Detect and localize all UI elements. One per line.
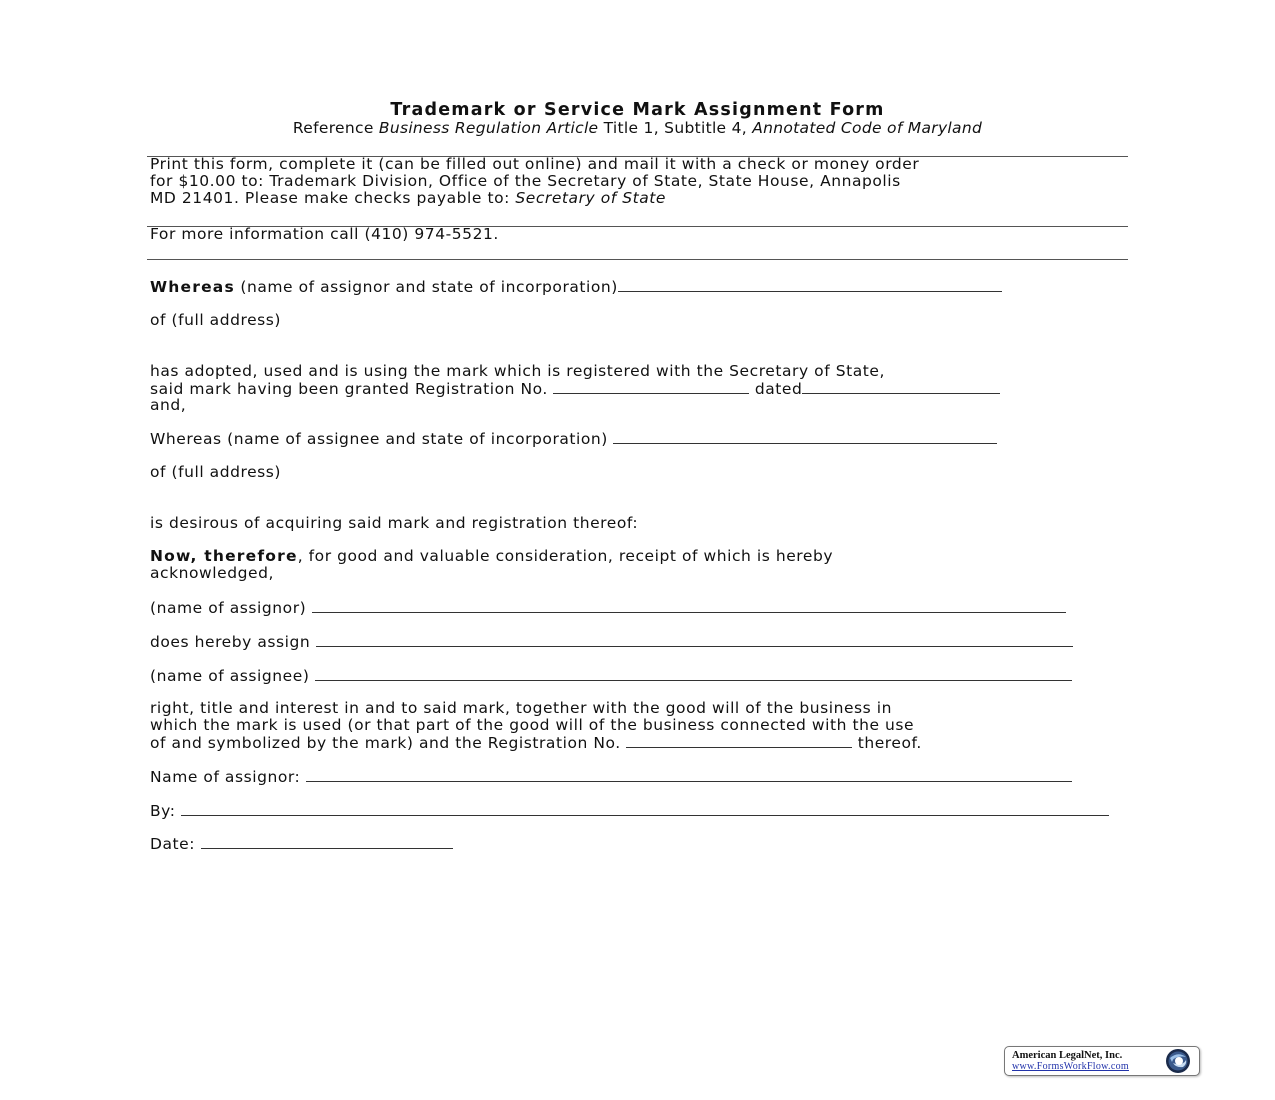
rights-registration-label: of and symbolized by the mark) and the Registration No. bbox=[150, 734, 627, 752]
instructions-payable-label: MD 21401. Please make checks payable to: bbox=[150, 189, 516, 207]
form-title: Trademark or Service Mark Assignment Form bbox=[390, 100, 885, 120]
now-therefore-line-2: acknowledged, bbox=[150, 564, 274, 582]
assignor-name-row bbox=[150, 599, 1066, 617]
globe-icon bbox=[1165, 1048, 1191, 1074]
adopted-line-2 bbox=[150, 380, 1000, 398]
reference-article: Business Regulation Article bbox=[378, 119, 599, 137]
assignee-incorporation-label: Whereas (name of assignee and state of incorporation) bbox=[150, 430, 614, 448]
info-phone-line: For more information call (410) 974-5521. bbox=[150, 225, 499, 243]
rights-line-1: right, title and interest in and to said mark, together with the good will of the business in bbox=[150, 699, 892, 717]
divider-bottom bbox=[147, 259, 1128, 260]
assignee-name-label: (name of assignee) bbox=[150, 667, 315, 685]
assignor-address-label: of (full address) bbox=[150, 311, 282, 329]
assign-label: does hereby assign bbox=[150, 633, 316, 651]
signature-by-field[interactable] bbox=[181, 802, 1109, 816]
signature-name-field[interactable] bbox=[306, 768, 1072, 782]
whereas-bold: Whereas bbox=[150, 278, 235, 296]
rights-line-3 bbox=[150, 734, 922, 752]
signature-by-label: By: bbox=[150, 802, 182, 820]
whereas-assignor-row bbox=[150, 278, 1002, 296]
registration-no-label: said mark having been granted Registration No. bbox=[150, 380, 554, 398]
instructions-line-3 bbox=[150, 190, 666, 207]
assignee-incorporation-field[interactable] bbox=[613, 430, 997, 444]
consideration-text: , for good and valuable consideration, receipt of which is hereby bbox=[297, 547, 834, 565]
signature-by-row bbox=[150, 802, 1109, 820]
now-therefore-line-1 bbox=[150, 548, 833, 565]
now-therefore-bold: Now, therefore bbox=[150, 547, 298, 565]
instructions-line-2: for $10.00 to: Trademark Division, Office of the Secretary of State, State House, Annapolis bbox=[150, 172, 901, 190]
assignor-name-label: (name of assignor) bbox=[150, 599, 312, 617]
adopted-line-3: and, bbox=[150, 396, 187, 414]
reference-code: Annotated Code of Maryland bbox=[752, 119, 983, 137]
assigned-item-field[interactable] bbox=[316, 633, 1073, 647]
desirous-line: is desirous of acquiring said mark and registration thereof: bbox=[150, 514, 639, 532]
payee-name: Secretary of State bbox=[515, 189, 667, 207]
assignor-incorporation-label: (name of assignor and state of incorporation) bbox=[234, 278, 618, 296]
logo-website-link[interactable]: www.FormsWorkFlow.com bbox=[1012, 1061, 1129, 1072]
rights-registration-no-field[interactable] bbox=[626, 734, 852, 748]
whereas-assignee-row bbox=[150, 430, 997, 448]
assignee-address-label: of (full address) bbox=[150, 463, 282, 481]
rights-line-2: which the mark is used (or that part of the good will of the business connected with the use bbox=[150, 716, 915, 734]
assignee-name-row bbox=[150, 667, 1072, 685]
signature-name-label: Name of assignor: bbox=[150, 768, 306, 786]
signature-date-row bbox=[150, 835, 453, 853]
assignee-name-field[interactable] bbox=[315, 667, 1072, 681]
assignor-incorporation-field[interactable] bbox=[618, 278, 1002, 292]
instructions-line-1: Print this form, complete it (can be filled out online) and mail it with a check or money order bbox=[150, 155, 920, 173]
dated-label: dated bbox=[749, 380, 803, 398]
logo-company-name: American LegalNet, Inc. bbox=[1012, 1050, 1123, 1061]
reference-prefix: Reference bbox=[292, 119, 379, 137]
form-reference bbox=[0, 119, 1275, 137]
reference-title: Title 1, Subtitle 4, bbox=[598, 119, 753, 137]
american-legalnet-logo[interactable] bbox=[1004, 1046, 1200, 1076]
thereof-text: thereof. bbox=[852, 734, 922, 752]
signature-date-label: Date: bbox=[150, 835, 201, 853]
adopted-line-1: has adopted, used and is using the mark which is registered with the Secretary of State, bbox=[150, 362, 885, 380]
signature-date-field[interactable] bbox=[201, 835, 453, 849]
signature-name-row bbox=[150, 768, 1072, 786]
registration-date-field[interactable] bbox=[802, 380, 1000, 394]
registration-no-field[interactable] bbox=[553, 380, 749, 394]
assign-row bbox=[150, 633, 1073, 651]
assignor-name-field[interactable] bbox=[312, 599, 1066, 613]
